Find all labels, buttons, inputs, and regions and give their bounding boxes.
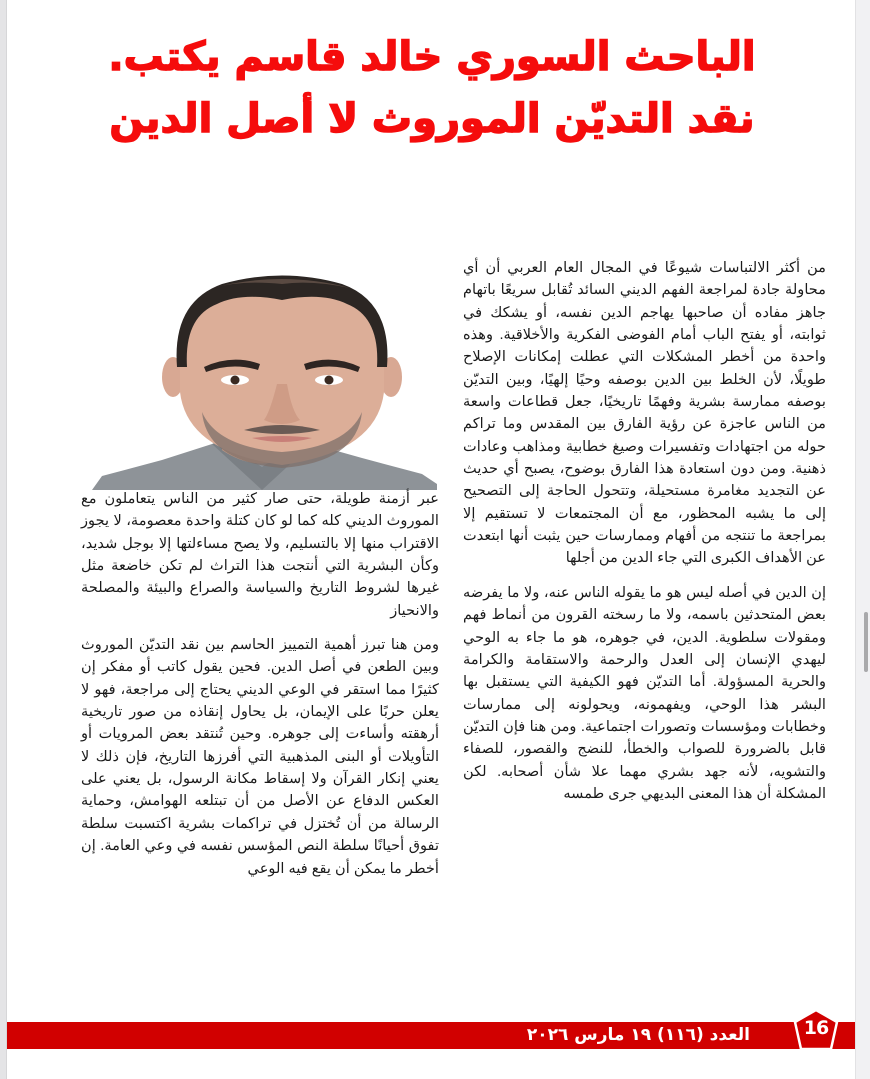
paragraph: عبر أزمنة طويلة، حتى صار كثير من الناس يتعاملون مع الموروث الديني كله كما لو كان كتلة واحدة معصومة، لا يجوز الاقتراب منها إلا بالتسليم، ولا يصح مساءلتها إلا بوجل شديد، وكأن البشرية التي أنتجت هذا التراث لم تكن خاضعة مثل غيرها لشروط التاريخ والسياسة والصراع والبيئة والمصلحة والانحياز (81, 491, 439, 619)
portrait-image (92, 262, 437, 490)
headline-line-1: الباحث السوري خالد قاسم يكتب. (108, 34, 756, 80)
article-column-right (463, 257, 826, 805)
paragraph: ومن هنا تبرز أهمية التمييز الحاسم بين نقد التديّن الموروث وبين الطعن في أصل الدين. فحين يقول كاتب أو مفكر إن كثيرًا مما استقر في الوعي الديني يحتاج إلى مراجعة، فهو لا يعلن حربًا على الإيمان، بل يحاول إنقاذه من صور تاريخية أرهقته وأساءت إلى جوهره. وحين تُنتقد بعض المرويات أو التأويلات أو البنى المذهبية التي أفرزها التاريخ، فإن ذلك لا يعني إنكار القرآن ولا إسقاط مكانة الرسول، بل يعني على العكس الدفاع عن الأصل من أن تبتلعه الهوامش، وحماية الرسالة من أن تُختزل في تراكمات بشرية اكتسبت سلطة تفوق أحيانًا سلطة النص المؤسس نفسه في وعي العامة. إن أخطر ما يمكن أن يقع فيه الوعي (81, 637, 439, 877)
author-photo (92, 262, 437, 490)
headline-line-2: نقد التديّن الموروث لا أصل الدين (109, 96, 755, 142)
scrollbar-thumb[interactable] (864, 612, 868, 672)
viewer-left-edge (0, 0, 7, 1079)
article-headline (47, 26, 817, 150)
paragraph: من أكثر الالتباسات شيوعًا في المجال العام العربي أن أي محاولة جادة لمراجعة الفهم الديني السائد تُقابل سريعًا باتهام جاهز مفاده أن صاحبها يهاجم الدين نفسه، أو يشكك في ثوابته، أو يفتح الباب أمام الفوضى الفكرية والأخلاقية. وهذه واحدة من أخطر المشكلات التي عطلت إمكانات الإصلاح طويلًا، لأن الخلط بين الدين بوصفه وحيًا إلهيًا، وبين التديّن بوصفه ممارسة بشرية وفهمًا تاريخيًا، جعل قطاعات واسعة من الناس عاجزة عن رؤية الفارق بين المقدس وما تراكم حوله من اجتهادات وتفسيرات وصيغ خطابية ومذاهب وعادات ذهنية. ومن دون استعادة هذا الفارق بوضوح، يصبح أي حديث عن التجديد مغامرة مستحيلة، وتتحول الحاجة إلى التصحيح إلى ما يشبه المحظور، مع أن المجتمعات لا تستقيم إلا بمراجعة ما تنتجه من أفهام وممارسات حين يثبت أنها ابتعدت عن الأهداف الكبرى التي جاء الدين من أجلها (463, 260, 826, 567)
article-column-left (81, 488, 439, 880)
issue-info: العدد (١١٦) ١٩ مارس ٢٠٢٦ (526, 1025, 750, 1045)
page-number: 16 (803, 1017, 829, 1039)
vertical-scrollbar[interactable] (855, 0, 870, 1079)
magazine-page (7, 0, 856, 1079)
paragraph: إن الدين في أصله ليس هو ما يقوله الناس عنه، ولا ما يفرضه بعض المتحدثين باسمه، ولا ما رسخته القرون من أنماط فهم ومقولات سلطوية. الدين، في جوهره، هو ما جاء به الوحي ليهدي الإنسان إلى العدل والرحمة والاستقامة والكرامة والحرية المسؤولة. أما التديّن فهو الكيفية التي يستقبل بها البشر هذا الوحي، ويفهمونه، ويحولونه إلى ممارسات وخطابات ومؤسسات وتصورات اجتماعية. ومن هنا فإن التديّن قابل بالضرورة للصواب والخطأ، للنضج والقصور، للصفاء والتشويه، لأنه جهد بشري مهما علا شأن أصحابه. لكن المشكلة أن هذا المعنى البديهي جرى طمسه (463, 584, 826, 802)
